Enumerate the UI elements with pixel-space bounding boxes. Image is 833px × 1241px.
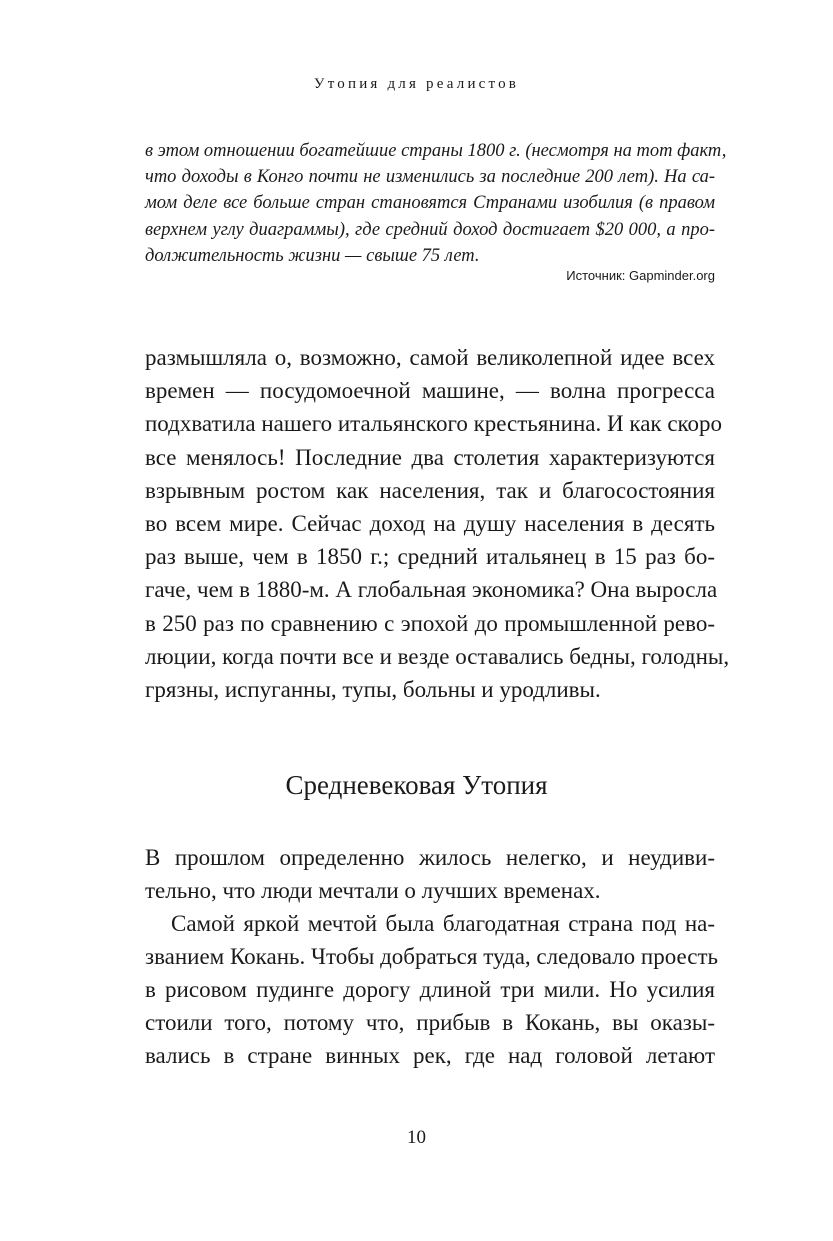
text-line: во всем мире. Сейчас доход на душу населения в десять — [145, 511, 715, 537]
section-heading: Средневековая Утопия — [285, 770, 548, 800]
body-paragraph — [145, 341, 730, 706]
text-line: размышляла о, возможно, самой великолепной идее всех — [145, 345, 715, 370]
running-head: Утопия для реалистов — [313, 76, 520, 92]
caption-line: верхнем углу диаграммы), где средний доход достигает $20 000, а про- — [145, 219, 715, 240]
text-line: тельно, что люди мечтали о лучших временах. — [145, 878, 601, 903]
text-line: подхватила нашего итальянского крестьянина. И как скоро — [145, 411, 723, 437]
text-line: вались в стране винных рек, где над головой летают — [145, 1043, 715, 1068]
text-line: в рисовом пудинге дорогу длиной три мили. Но усилия — [145, 977, 715, 1002]
caption-line: что доходы в Конго почти не изменились за последние 200 лет). На са- — [145, 167, 715, 188]
text-line: стоили того, потому что, прибыв в Кокань, вы оказы- — [145, 1010, 715, 1035]
text-line: в 250 раз по сравнению с эпохой до промышленной рево- — [145, 610, 715, 636]
text-line: званием Кокань. Чтобы добраться туда, следовало проесть — [145, 944, 719, 969]
text-line: гаче, чем в 1880-м. А глобальная экономика? Она выросла — [145, 577, 718, 603]
caption-line: в этом отношении богатейшие страны 1800 г. (несмотря на тот факт, — [145, 141, 727, 161]
text-line: взрывным ростом как населения, так и благосостояния — [145, 477, 715, 503]
text-line: времен — посудомоечной машине, — волна прогресса — [145, 378, 715, 404]
figure-caption — [145, 138, 727, 269]
text-line: Самой яркой мечтой была благодатная страна под на- — [171, 911, 715, 936]
text-line: грязны, испуганны, тупы, больны и уродливы. — [145, 677, 601, 703]
text-line: В прошлом определенно жилось нелегко, и неудиви- — [145, 845, 715, 870]
body-paragraph — [145, 907, 719, 1072]
text-line: раз выше, чем в 1850 г.; средний итальянец в 15 раз бо- — [145, 544, 715, 570]
caption-line: мом деле все больше стран становятся Странами изобилия (в правом — [145, 193, 715, 214]
caption-line: должительность жизни — свыше 75 лет. — [145, 245, 480, 266]
text-line: люции, когда почти все и везде оставались бедны, голодны, — [145, 643, 730, 669]
page-number: 10 — [407, 1127, 426, 1148]
body-paragraph — [145, 841, 715, 907]
caption-source: Источник: Gapminder.org — [566, 268, 715, 283]
text-line: все менялось! Последние два столетия характеризуются — [145, 444, 715, 470]
